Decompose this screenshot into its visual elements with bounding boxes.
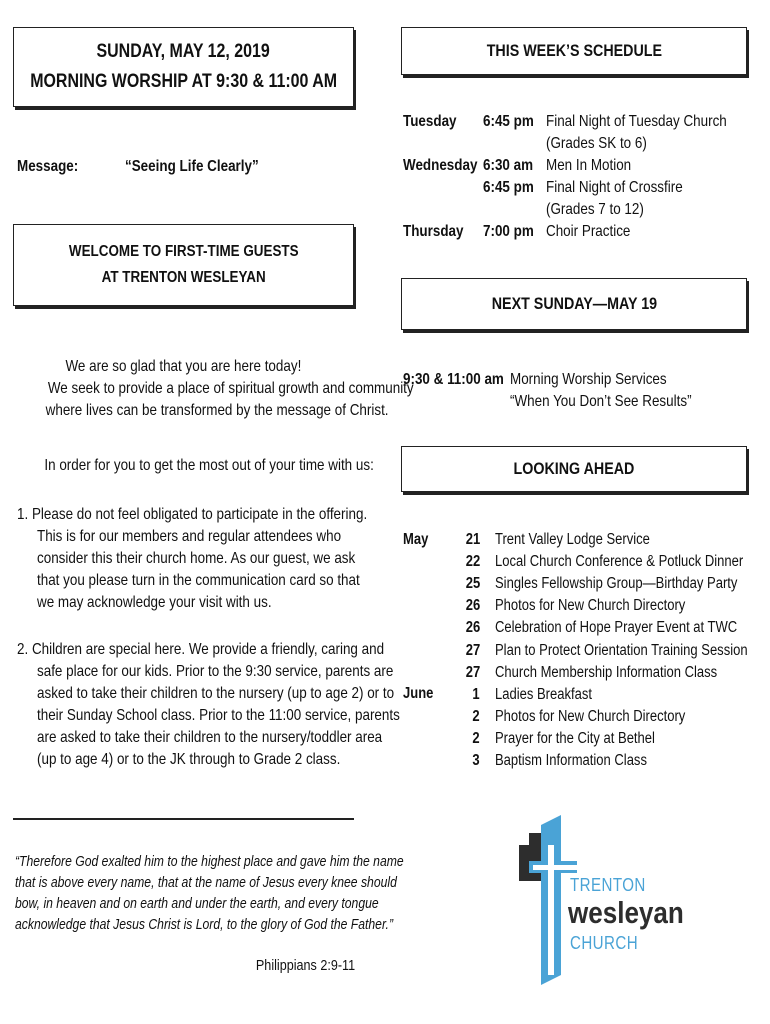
schedule-time-tuesday: 6:45 pm (483, 113, 534, 130)
schedule-day-thursday: Thursday (403, 223, 464, 240)
next-sunday-title: NEXT SUNDAY—MAY 19 (491, 294, 657, 313)
event-day: 2 (472, 729, 480, 747)
event-description: Trent Valley Lodge Service (495, 531, 650, 548)
scripture-quote: “Therefore God exalted him to the highest place and gave him the name that is above every name, that at the name of Jesus every knee should bow, in heaven and on earth and under the earth, and every tongue acknowledge that Jesus Christ is Lord, to the glory of God the Father.” (15, 854, 404, 933)
worship-times: MORNING WORSHIP AT 9:30 & 11:00 AM (30, 71, 337, 92)
event-description: Celebration of Hope Prayer Event at TWC (495, 619, 738, 637)
month-label-june: June (403, 685, 434, 702)
event-day: 26 (465, 619, 480, 637)
event-description: Baptism Information Class (495, 752, 647, 769)
scripture-divider (13, 818, 354, 820)
church-logo (515, 815, 684, 987)
logo-text-wesleyan: wesleyan (568, 895, 684, 930)
schedule-header-box (401, 27, 747, 75)
logo-text-trenton: TRENTON (570, 875, 646, 895)
service-header-box (13, 27, 354, 107)
welcome-line-2: AT TRENTON WESLEYAN (101, 269, 266, 286)
event-day: 3 (472, 752, 480, 769)
welcome-line-1: WELCOME TO FIRST-TIME GUESTS (68, 243, 299, 260)
event-day: 2 (472, 707, 480, 725)
looking-ahead-box (401, 446, 747, 492)
welcome-box (13, 224, 354, 306)
event-day: 21 (465, 531, 480, 548)
looking-ahead-title: LOOKING AHEAD (513, 459, 635, 478)
message-label: Message: (17, 158, 79, 175)
event-day: 1 (472, 685, 480, 703)
schedule-time-thursday: 7:00 pm (483, 223, 534, 240)
event-description: Plan to Protect Orientation Training Session (495, 641, 748, 659)
month-label-may: May (403, 531, 429, 548)
welcome-lead: In order for you to get the most out of your time with us: (44, 457, 374, 474)
schedule-day-tuesday: Tuesday (403, 113, 457, 130)
event-description: Photos for New Church Directory (495, 707, 686, 725)
guest-info-item-1: 1. Please do not feel obligated to participate in the offering. This is for our members and regular attendees who consider this their church home. As our guest, we ask that you please turn in the communication card so that we may acknowledge your visit with us. (17, 506, 368, 611)
logo-text-church: CHURCH (570, 933, 639, 953)
event-description: Prayer for the City at Bethel (495, 729, 655, 747)
event-day: 27 (465, 641, 480, 659)
next-sunday-box (401, 278, 747, 330)
next-sunday-time: 9:30 & 11:00 am (403, 371, 504, 388)
event-day: 25 (465, 575, 480, 593)
event-day: 22 (465, 553, 480, 571)
event-description: Local Church Conference & Potluck Dinner (495, 553, 744, 571)
message-title: “Seeing Life Clearly” (125, 158, 259, 175)
event-description: Singles Fellowship Group—Birthday Party (495, 575, 738, 593)
schedule-event-wednesday-1: Men In Motion (546, 157, 632, 174)
schedule-time-wednesday-2: 6:45 pm (483, 179, 534, 196)
welcome-intro: We are so glad that you are here today! We seek to provide a place of spiritual growth and community where lives can be transformed by the message of Christ. (45, 358, 414, 419)
event-day: 26 (465, 597, 480, 615)
schedule-day-wednesday: Wednesday (403, 157, 478, 174)
schedule-event-thursday: Choir Practice (546, 223, 631, 240)
next-sunday-event: Morning Worship Services “When You Don’t See Results” (510, 371, 692, 410)
event-description: Ladies Breakfast (495, 685, 592, 703)
schedule-event-tuesday: Final Night of Tuesday Church (Grades SK to 6) (546, 113, 727, 152)
schedule-event-wednesday-2: Final Night of Crossfire (Grades 7 to 12) (546, 179, 683, 218)
schedule-title: THIS WEEK’S SCHEDULE (486, 41, 662, 60)
event-description: Church Membership Information Class (495, 663, 718, 681)
event-description: Photos for New Church Directory (495, 597, 686, 615)
scripture-reference: Philippians 2:9-11 (255, 957, 355, 974)
guest-info-item-2: 2. Children are special here. We provide a friendly, caring and safe place for our kids. Prior to the 9:30 service, parents are asked to take their children to the nursery (up to age 2) or to their Sunday School class. Prior to the 11:00 service, parents are asked to take their children to the nursery/toddler area (up to age 4) or to the JK through to Grade 2 class. (17, 641, 400, 768)
event-day: 27 (465, 663, 480, 681)
service-date: SUNDAY, MAY 12, 2019 (96, 41, 271, 62)
schedule-time-wednesday-1: 6:30 am (483, 157, 534, 174)
